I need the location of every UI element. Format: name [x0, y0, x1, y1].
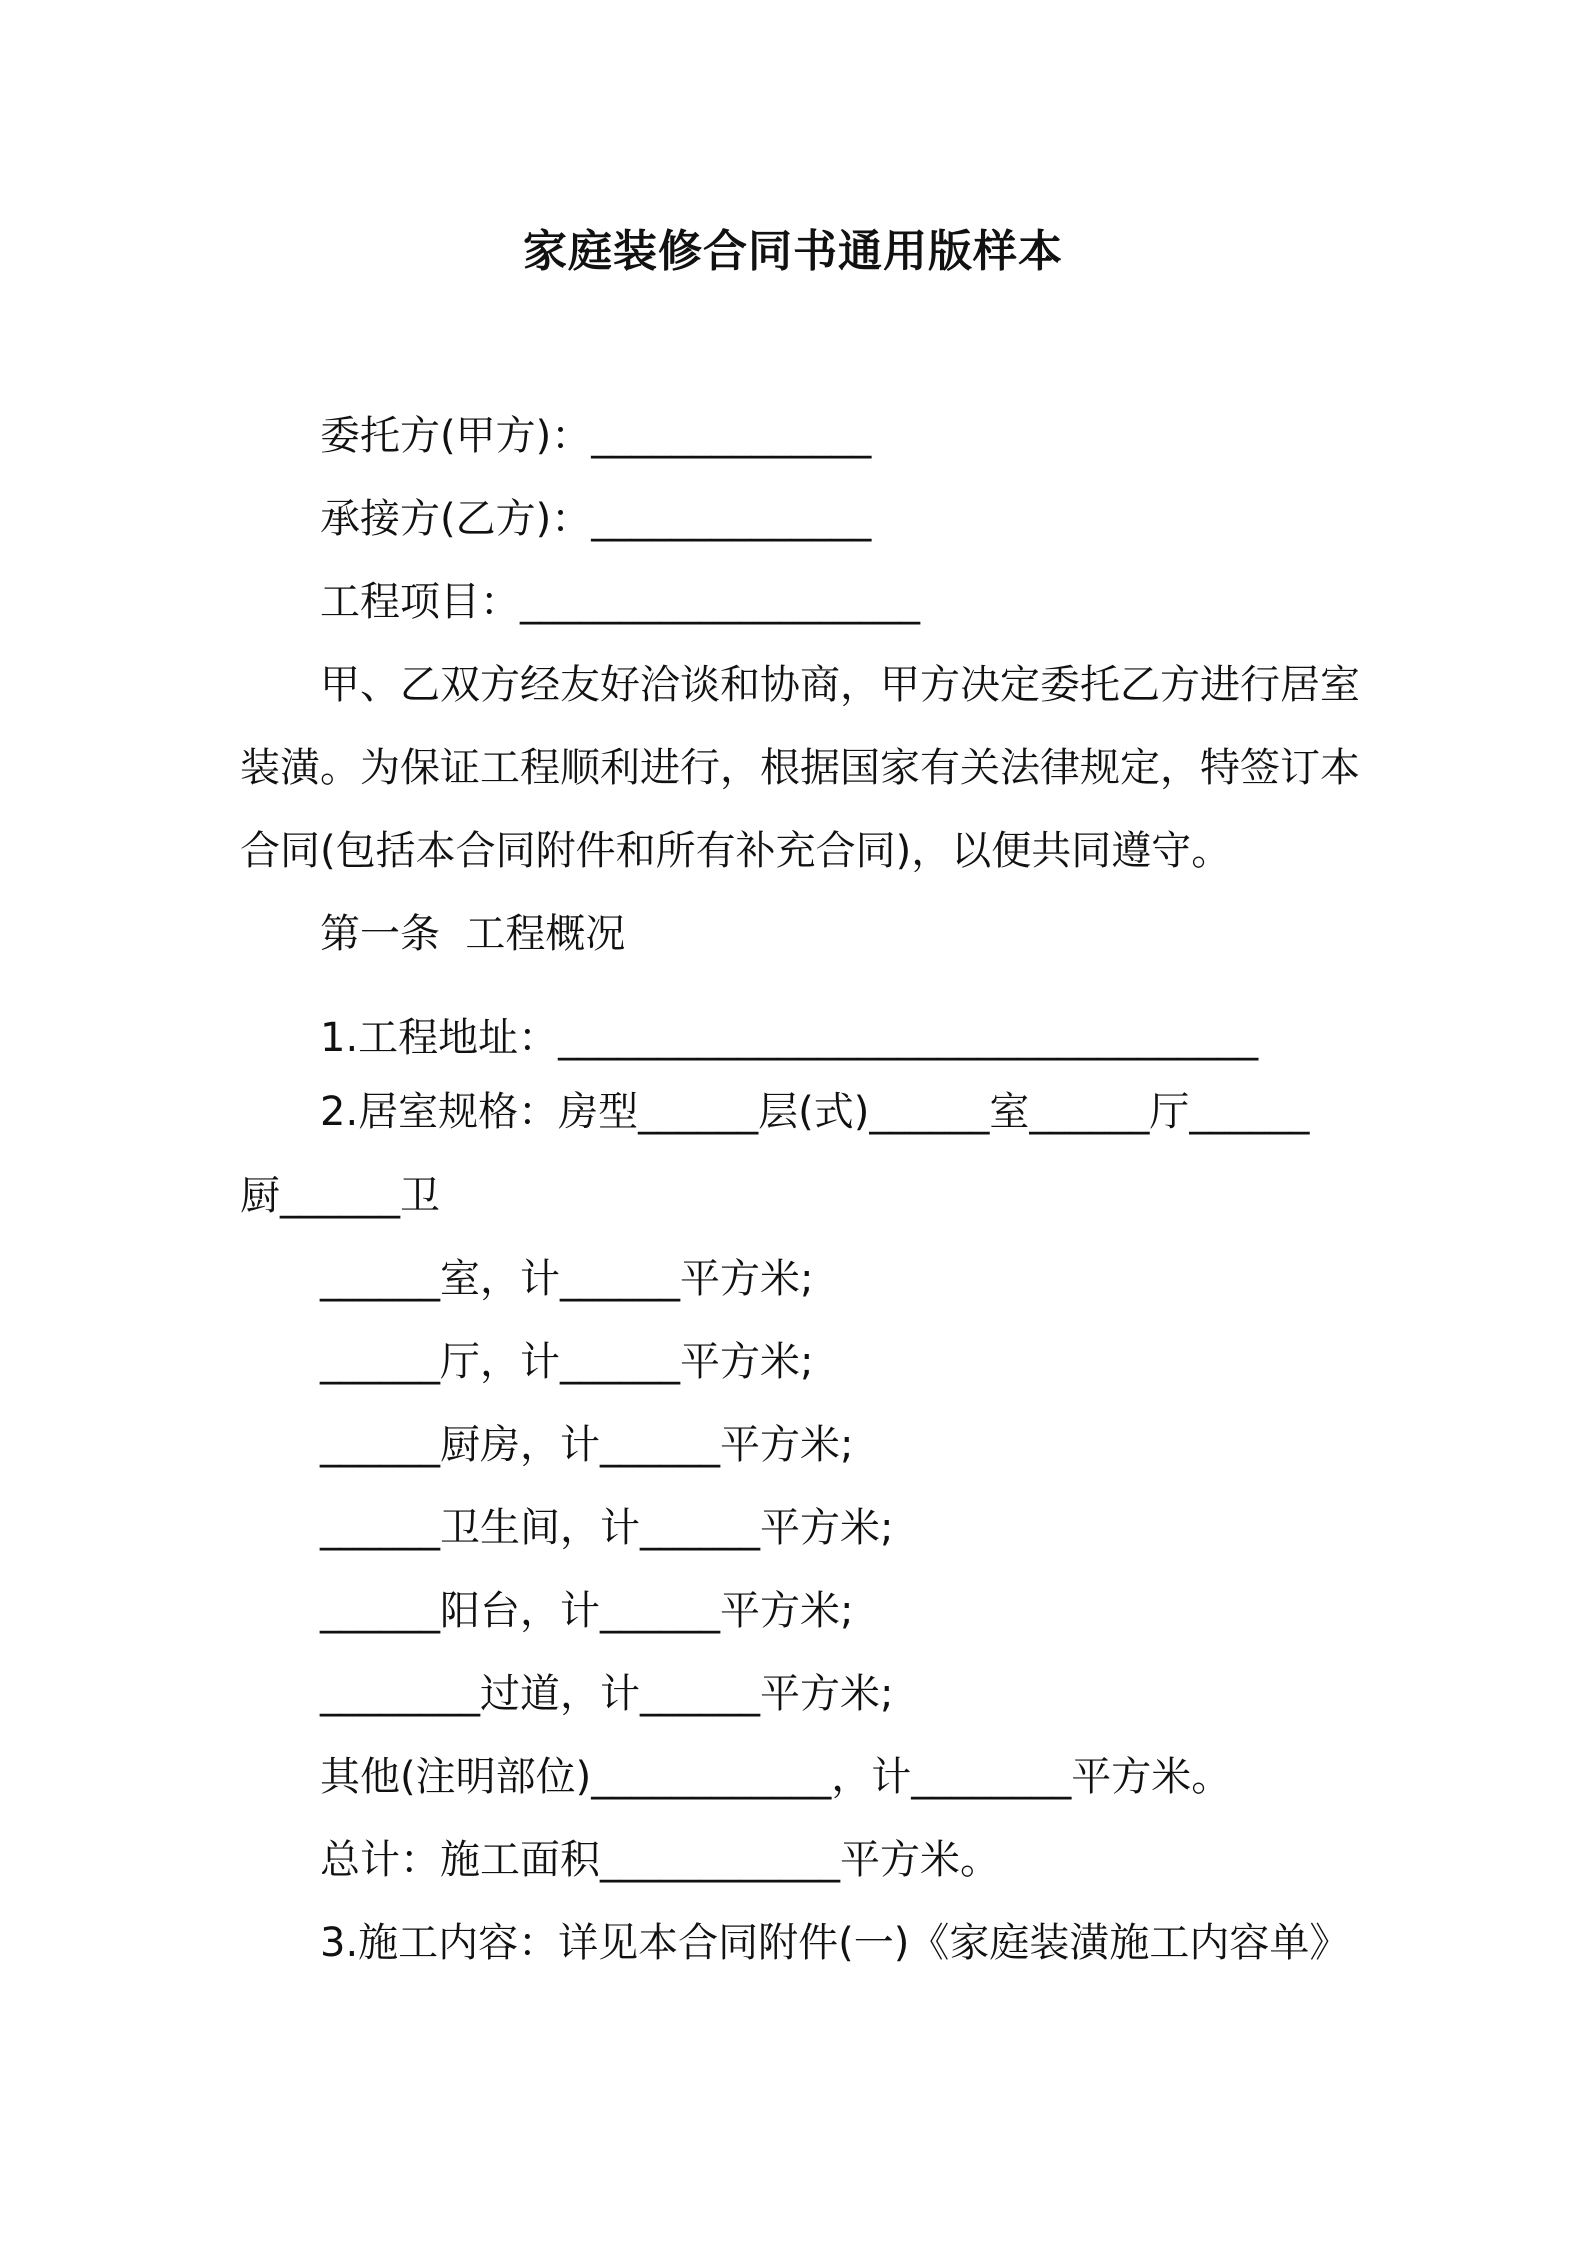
- address-line: 1.工程地址：___________________________________: [320, 1015, 1259, 1061]
- preamble-line-1: 甲、乙双方经友好洽谈和协商，甲方决定委托乙方进行居室: [320, 662, 1360, 708]
- area-hall-line: ______厅，计______平方米;: [320, 1339, 814, 1385]
- party-b-line: 承接方(乙方)：______________: [320, 496, 872, 542]
- area-bathroom-line: ______卫生间，计______平方米;: [320, 1505, 894, 1551]
- area-other-line: 其他(注明部位)____________，计________平方米。: [320, 1754, 1232, 1800]
- room-spec-line-1: 2.居室规格：房型______层(式)______室______厅______: [320, 1089, 1310, 1135]
- area-total-line: 总计：施工面积____________平方米。: [320, 1837, 1000, 1883]
- room-spec-line-2: 厨______卫: [240, 1173, 440, 1219]
- area-balcony-line: ______阳台，计______平方米;: [320, 1588, 854, 1634]
- article-1-heading: 第一条 工程概况: [320, 911, 626, 957]
- party-a-line: 委托方(甲方)：______________: [320, 413, 872, 459]
- construction-content-line: 3.施工内容：详见本合同附件(一)《家庭装潢施工内容单》: [320, 1920, 1350, 1966]
- preamble-line-3: 合同(包括本合同附件和所有补充合同)，以便共同遵守。: [240, 828, 1232, 874]
- area-corridor-line: ________过道，计______平方米;: [320, 1671, 894, 1717]
- area-room-line: ______室，计______平方米;: [320, 1256, 814, 1302]
- preamble-line-2: 装潢。为保证工程顺利进行，根据国家有关法律规定，特签订本: [240, 745, 1360, 791]
- project-line: 工程项目：____________________: [320, 579, 920, 625]
- area-kitchen-line: ______厨房，计______平方米;: [320, 1422, 854, 1468]
- document-title: 家庭装修合同书通用版样本: [523, 226, 1063, 277]
